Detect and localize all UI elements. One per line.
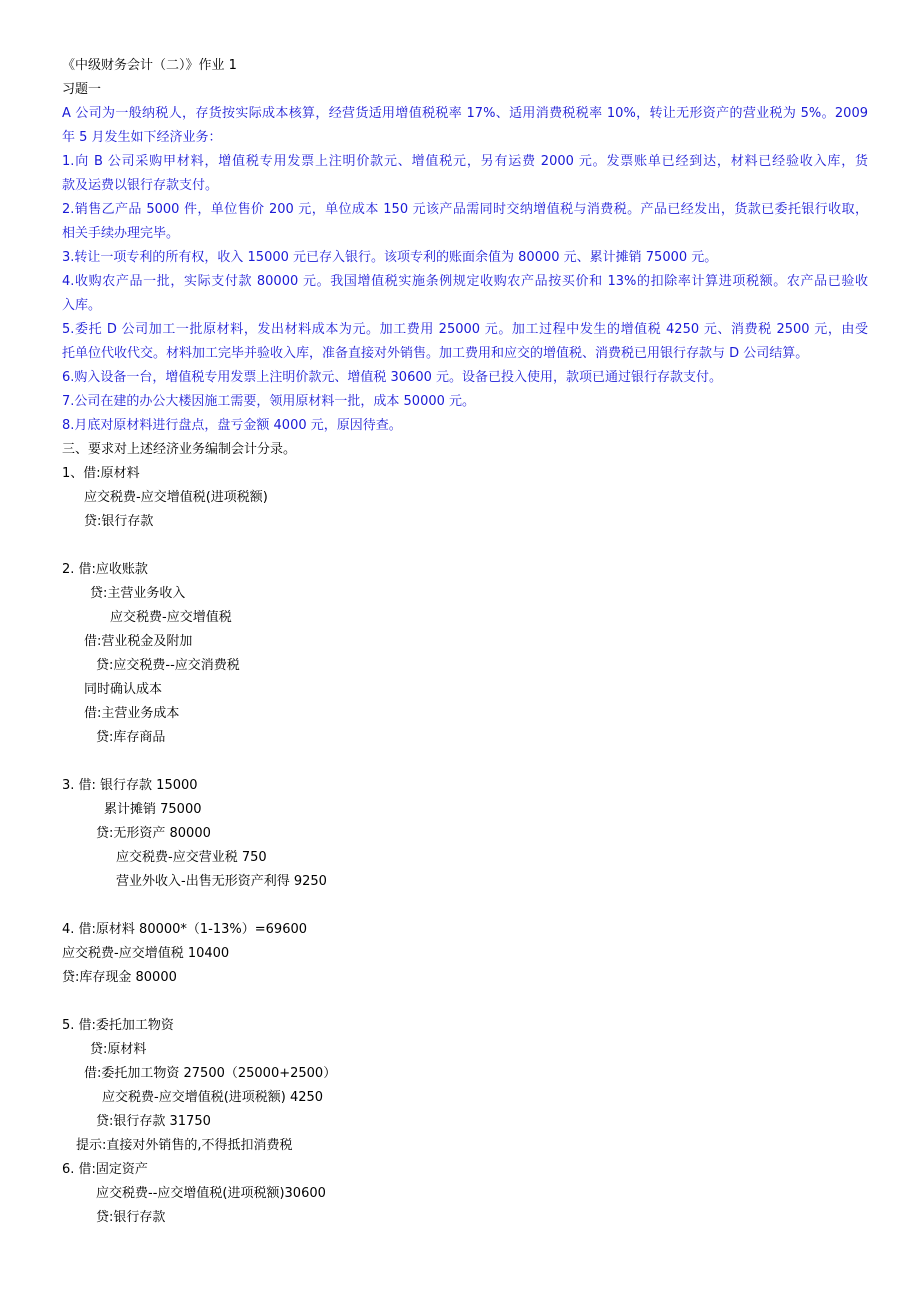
business-item: 8.月底对原材料进行盘点，盘亏金额 4000 元，原因待查。 xyxy=(62,418,402,433)
journal-entry-line: 贷:应交税费--应交消费税 xyxy=(96,658,240,673)
journal-entry-line: 营业外收入-出售无形资产利得 9250 xyxy=(116,874,327,889)
business-item: 1.向 B 公司采购甲材料，增值税专用发票上注明价款元、增值税元，另有运费 2000 元。发票账单已经到达，材料已经验收入库，货 xyxy=(62,154,868,169)
journal-entry-line: 4. 借:原材料 80000*（1-13%）=69600 xyxy=(62,922,308,937)
business-item: 托单位代收代交。材料加工完毕并验收入库，准备直接对外销售。加工费用和应交的增值税、消费税已用银行存款与 D 公司结算。 xyxy=(62,346,809,361)
journal-entry-line: 贷:库存商品 xyxy=(96,730,166,745)
journal-entry-line: 借:委托加工物资 27500（25000+2500） xyxy=(84,1066,337,1081)
journal-entry-line: 贷:银行存款 31750 xyxy=(96,1114,211,1129)
business-item: 3.转让一项专利的所有权，收入 15000 元已存入银行。该项专利的账面余值为 80000 元、累计摊销 75000 元。 xyxy=(62,250,718,265)
journal-entry-line: 贷:银行存款 xyxy=(84,514,154,529)
journal-entry-line: 应交税费-应交增值税 10400 xyxy=(62,946,230,961)
journal-entry-line: 3. 借: 银行存款 15000 xyxy=(62,778,198,793)
journal-entry-line: 应交税费-应交增值税 xyxy=(110,610,232,625)
journal-entry-line: 贷:原材料 xyxy=(90,1042,147,1057)
intro-line: 年 5 月发生如下经济业务： xyxy=(62,130,222,145)
document-title: 《中级财务会计（二）》作业 1 xyxy=(62,58,237,73)
requirement-heading: 三、要求对上述经济业务编制会计分录。 xyxy=(62,442,297,457)
journal-entry-line: 1、借:原材料 xyxy=(62,466,140,481)
intro-line: A 公司为一般纳税人，存货按实际成本核算，经营货适用增值税税率 17%、适用消费税税率 10%，转让无形资产的营业税为 5%。2009 xyxy=(62,106,868,121)
business-item: 入库。 xyxy=(62,298,102,313)
journal-entry-line: 贷:库存现金 80000 xyxy=(62,970,177,985)
journal-entry-line: 借:营业税金及附加 xyxy=(84,634,193,649)
journal-entry-note: 提示:直接对外销售的,不得抵扣消费税 xyxy=(76,1138,293,1153)
journal-entry-line: 应交税费-应交营业税 750 xyxy=(116,850,267,865)
business-item: 7.公司在建的办公大楼因施工需要，领用原材料一批，成本 50000 元。 xyxy=(62,394,476,409)
journal-entry-line: 2. 借:应收账款 xyxy=(62,562,148,577)
business-item: 相关手续办理完毕。 xyxy=(62,226,180,241)
journal-entry-line: 借:主营业务成本 xyxy=(84,706,180,721)
journal-entry-line: 贷:主营业务收入 xyxy=(90,586,186,601)
journal-entry-line: 累计摊销 75000 xyxy=(104,802,202,817)
journal-entry-line: 5. 借:委托加工物资 xyxy=(62,1018,174,1033)
business-item: 4.收购农产品一批，实际支付款 80000 元。我国增值税实施条例规定收购农产品按买价和 13%的扣除率计算进项税额。农产品已验收 xyxy=(62,274,868,289)
journal-entry-line: 应交税费-应交增值税(进项税额) xyxy=(84,490,268,505)
journal-entry-line: 贷:银行存款 xyxy=(96,1210,166,1225)
journal-entry-line: 6. 借:固定资产 xyxy=(62,1162,148,1177)
business-item: 5.委托 D 公司加工一批原材料，发出材料成本为元。加工费用 25000 元。加工过程中发生的增值税 4250 元、消费税 2500 元，由受 xyxy=(62,322,868,337)
journal-entry-line: 同时确认成本 xyxy=(84,682,163,697)
business-item: 款及运费以银行存款支付。 xyxy=(62,178,219,193)
business-item: 2.销售乙产品 5000 件，单位售价 200 元，单位成本 150 元该产品需同时交纳增值税与消费税。产品已经发出，货款已委托银行收取， xyxy=(62,202,868,217)
journal-entry-line: 贷:无形资产 80000 xyxy=(96,826,211,841)
journal-entry-line: 应交税费--应交增值税(进项税额)30600 xyxy=(96,1186,326,1201)
business-item: 6.购入设备一台，增值税专用发票上注明价款元、增值税 30600 元。设备已投入使用，款项已通过银行存款支付。 xyxy=(62,370,723,385)
exercise-heading: 习题一 xyxy=(62,82,102,97)
journal-entry-line: 应交税费-应交增值税(进项税额) 4250 xyxy=(102,1090,324,1105)
